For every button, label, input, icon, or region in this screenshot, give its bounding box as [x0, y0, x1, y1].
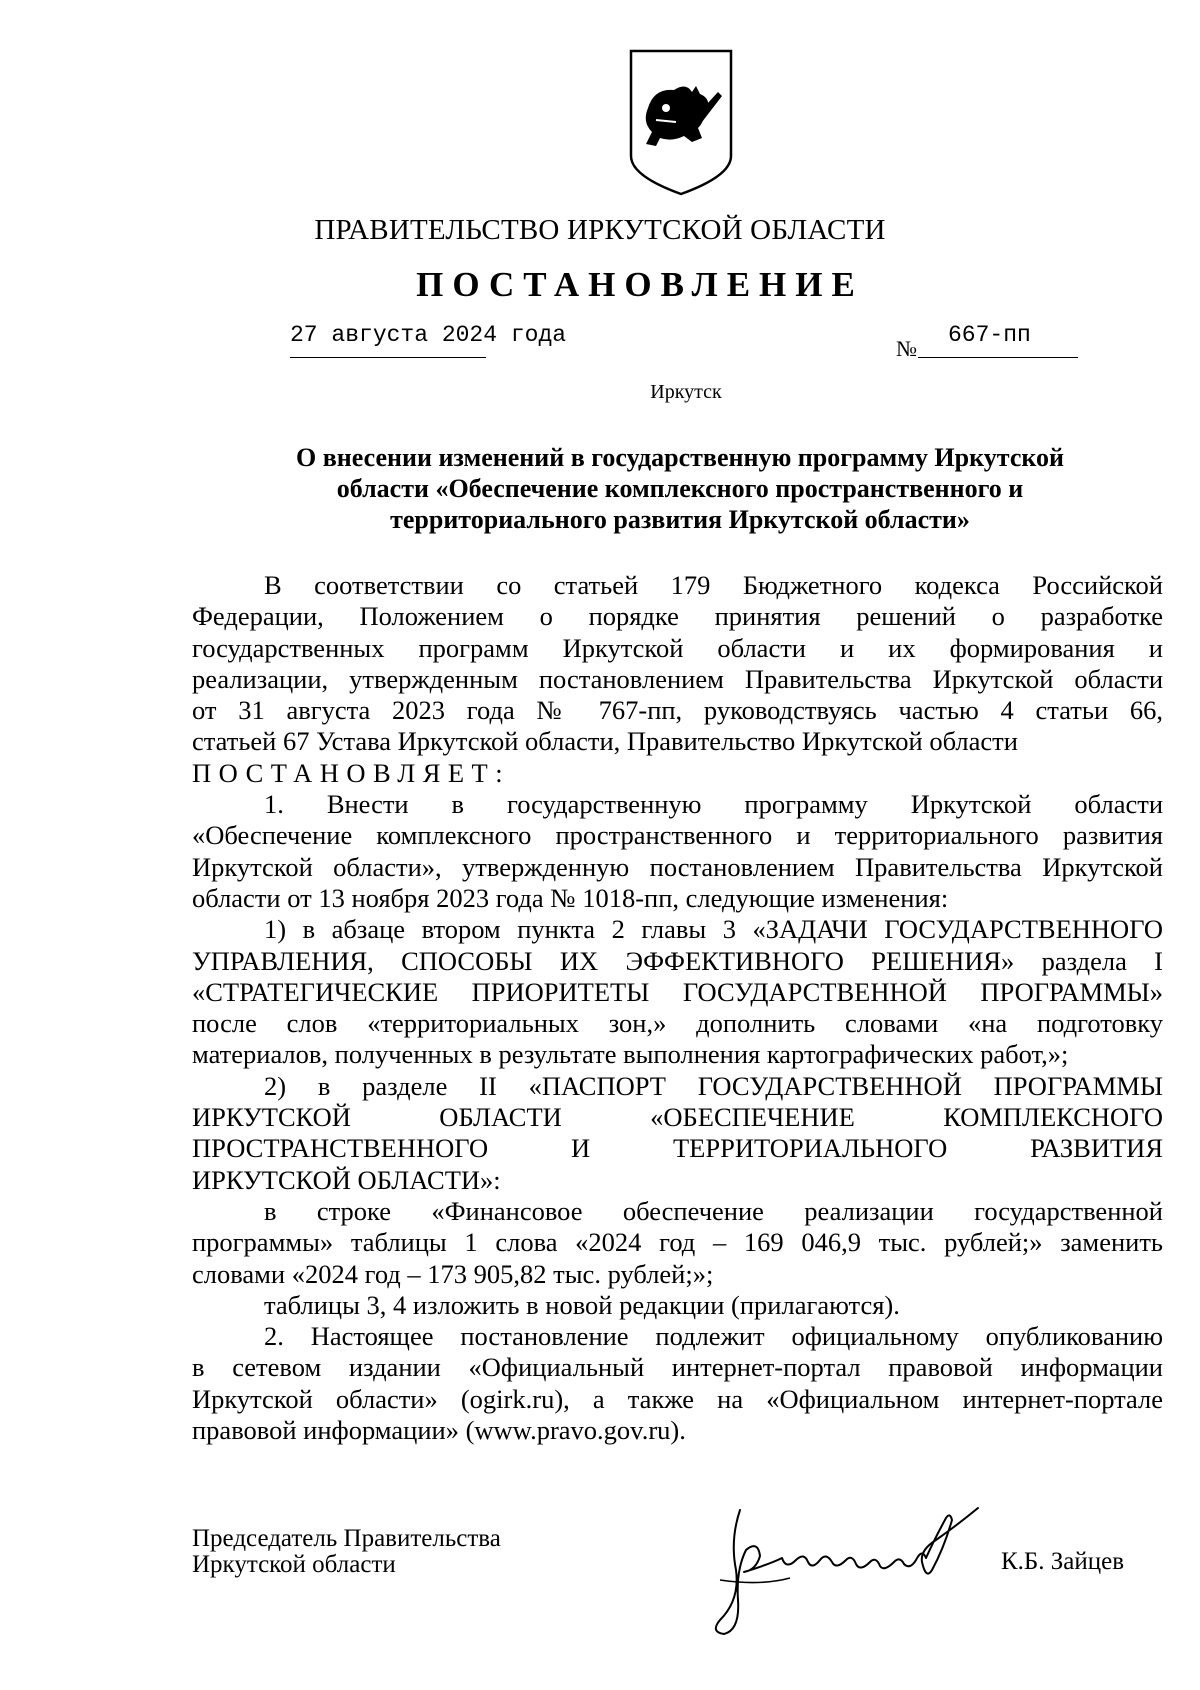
- body-line: 2) в разделе II «ПАСПОРТ ГОСУДАРСТВЕННОЙ ПРОГРАММЫ: [264, 1070, 1163, 1101]
- body-line: 2. Настоящее постановление подлежит официальному опубликованию: [264, 1321, 1163, 1352]
- decree-date: 27 августа 2024 года: [290, 322, 567, 348]
- document-body: [192, 570, 1163, 1446]
- decree-title: ПОСТАНОВЛЕНИЕ: [416, 265, 864, 304]
- position-line: Иркутской области: [192, 1551, 396, 1578]
- title-line: области «Обеспечение комплексного пространственного и: [336, 474, 1024, 503]
- title-line: О внесении изменений в государственную программу Иркутской: [296, 443, 1064, 472]
- body-line: реализации, утвержденным постановлением Правительства Иркутской области: [192, 663, 1163, 694]
- body-line: УПРАВЛЕНИЯ, СПОСОБЫ ИХ ЭФФЕКТИВНОГО РЕШЕНИЯ» раздела I: [192, 945, 1163, 976]
- body-line: материалов, полученных в результате выполнения картографических работ,»;: [192, 1039, 1069, 1070]
- body-line: ИРКУТСКОЙ ОБЛАСТИ»:: [192, 1164, 501, 1195]
- position-line: Председатель Правительства: [192, 1525, 501, 1552]
- signatory-name: К.Б. Зайцев: [1001, 1548, 1125, 1575]
- date-underline: [290, 357, 486, 358]
- handwritten-signature-icon: [700, 1500, 985, 1640]
- city: Иркутск: [650, 381, 722, 403]
- decrees-word: ПОСТАНОВЛЯЕТ:: [192, 757, 511, 788]
- irkutsk-coat-of-arms-icon: [626, 46, 736, 196]
- body-line: 1. Внести в государственную программу Иркутской области: [264, 789, 1163, 820]
- body-line: после слов «территориальных зон,» дополнить словами «на подготовку: [192, 1008, 1163, 1039]
- decree-number: 667-пп: [948, 322, 1031, 348]
- body-line: Иркутской области», утвержденную постановлением Правительства Иркутской: [192, 851, 1163, 882]
- body-line: программы» таблицы 1 слова «2024 год – 169 046,9 тыс. рублей;» заменить: [192, 1227, 1163, 1258]
- body-line: «СТРАТЕГИЧЕСКИЕ ПРИОРИТЕТЫ ГОСУДАРСТВЕННОЙ ПРОГРАММЫ»: [192, 976, 1163, 1007]
- body-line: словами «2024 год – 173 905,82 тыс. рублей;»;: [192, 1258, 714, 1289]
- signatory-position: [192, 1526, 501, 1578]
- title-line: территориального развития Иркутской области»: [390, 505, 970, 534]
- body-line: ПРОСТРАНСТВЕННОГО И ТЕРРИТОРИАЛЬНОГО РАЗВИТИЯ: [192, 1133, 1163, 1164]
- body-line: ИРКУТСКОЙ ОБЛАСТИ «ОБЕСПЕЧЕНИЕ КОМПЛЕКСНОГО: [192, 1102, 1163, 1133]
- body-line: «Обеспечение комплексного пространственного и территориального развития: [192, 820, 1163, 851]
- body-line: в сетевом издании «Официальный интернет-портал правовой информации: [192, 1352, 1163, 1383]
- body-line: статьей 67 Устава Иркутской области, Правительство Иркутской области: [192, 726, 1018, 757]
- body-line: Федерации, Положением о порядке принятия решений о разработке: [192, 601, 1163, 632]
- body-line: от 31 августа 2023 года № 767-пп, руководствуясь частью 4 статьи 66,: [192, 695, 1163, 726]
- body-line: В соответствии со статьей 179 Бюджетного кодекса Российской: [264, 570, 1163, 600]
- body-line: правовой информации» (www.pravo.gov.ru).: [192, 1415, 686, 1446]
- body-line: области от 13 ноября 2023 года № 1018-пп, следующие изменения:: [192, 882, 949, 913]
- body-line: государственных программ Иркутской области и их формирования и: [192, 632, 1163, 663]
- body-line: таблицы 3, 4 изложить в новой редакции (прилагаются).: [264, 1289, 900, 1320]
- body-line: в строке «Финансовое обеспечение реализации государственной: [264, 1195, 1163, 1226]
- number-sign: №: [896, 336, 917, 361]
- document-title: [250, 442, 1110, 535]
- number-underline: [918, 357, 1078, 358]
- body-line: Иркутской области» (ogirk.ru), а также на «Официальном интернет-портале: [192, 1383, 1163, 1414]
- government-name: ПРАВИТЕЛЬСТВО ИРКУТСКОЙ ОБЛАСТИ: [314, 214, 886, 246]
- body-line: 1) в абзаце втором пункта 2 главы 3 «ЗАДАЧИ ГОСУДАРСТВЕННОГО: [264, 914, 1163, 945]
